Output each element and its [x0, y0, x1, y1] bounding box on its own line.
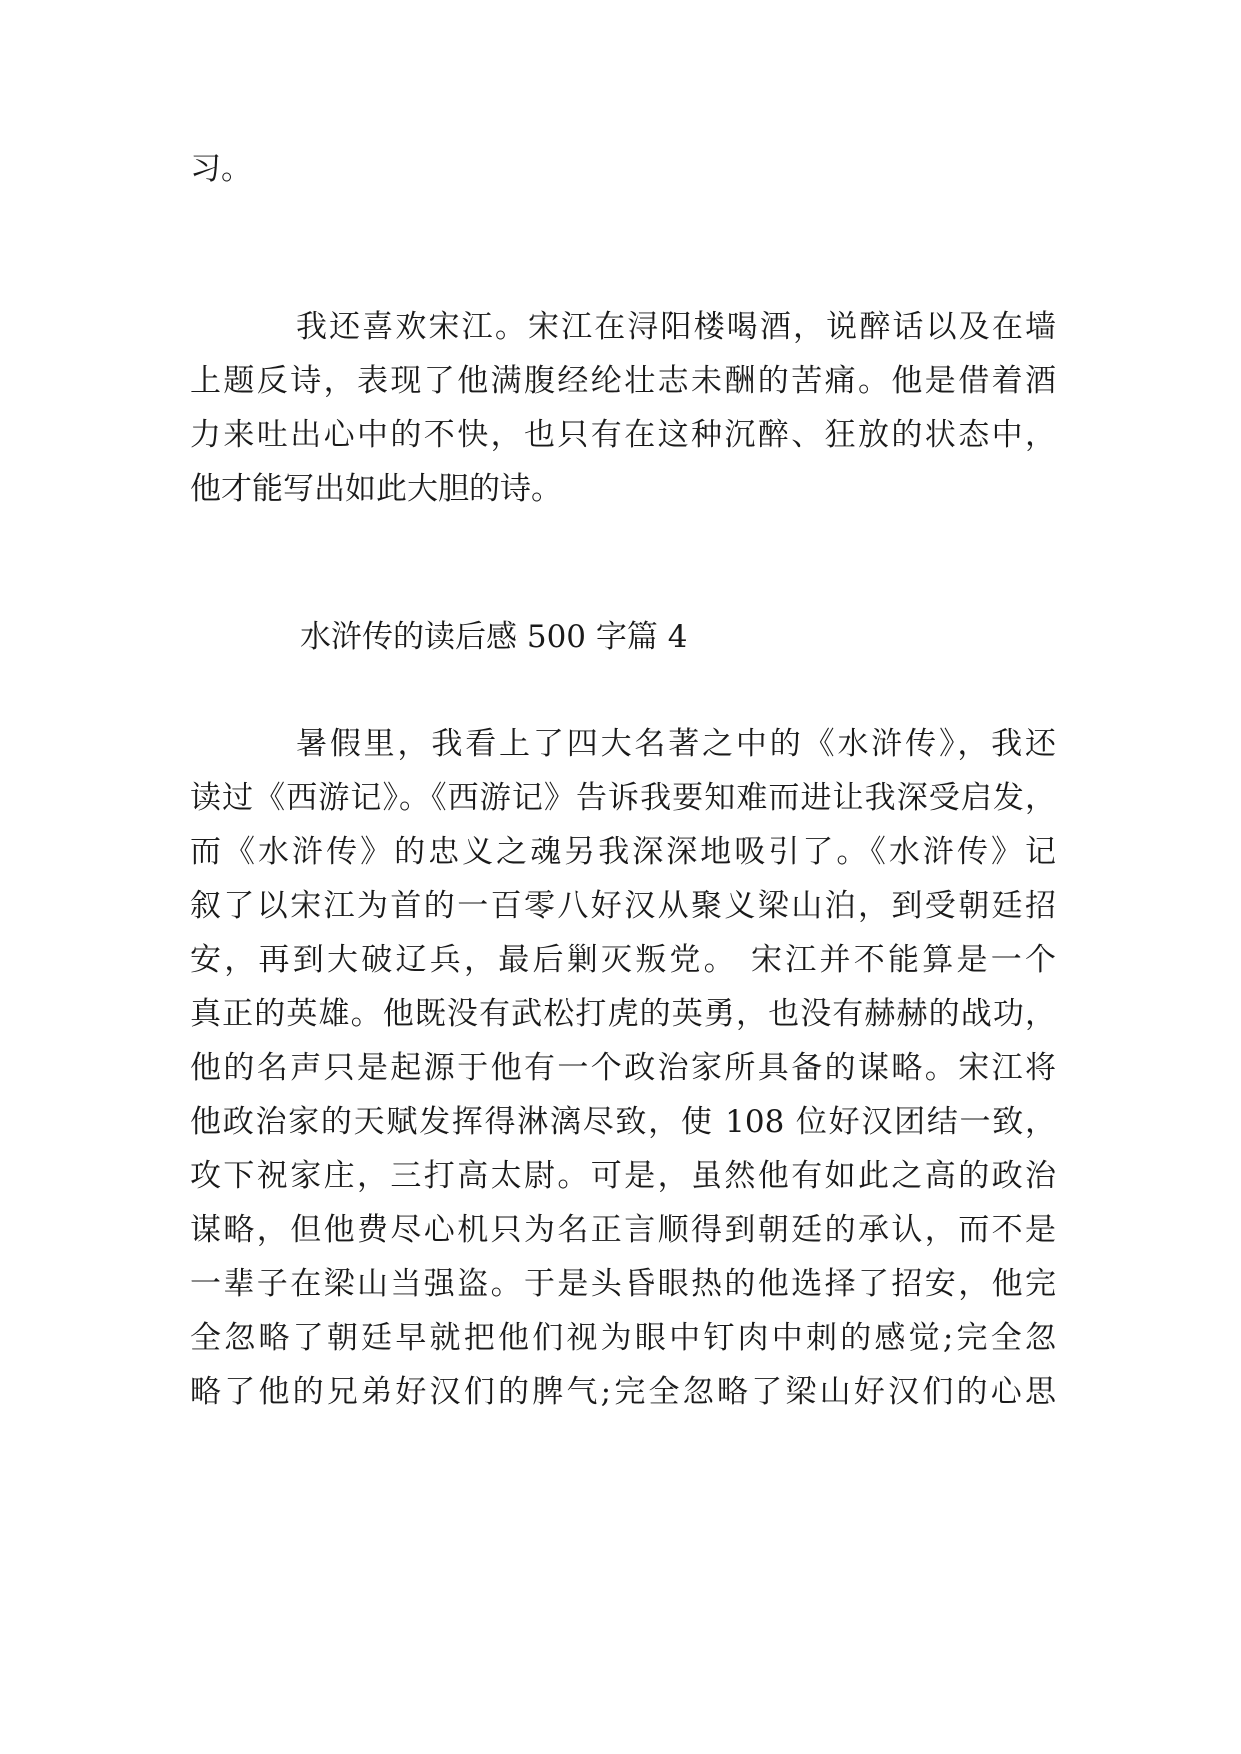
paragraph-line: 一辈子在梁山当强盗。于是头昏眼热的他选择了招安，他完	[190, 1266, 1056, 1302]
paragraph-line-text: 我还喜欢宋江。宋江在浔阳楼喝酒，说醉话以及在墙	[296, 309, 1056, 345]
paragraph-line	[190, 303, 1056, 351]
paragraph-line: 读过《西游记》。《西游记》告诉我要知难而进让我深受启发，	[190, 780, 1056, 816]
paragraph-line: 略了他的兄弟好汉们的脾气;完全忽略了梁山好汉们的心思	[190, 1374, 1056, 1410]
paragraph-line: 攻下祝家庄，三打高太尉。可是，虽然他有如此之高的政治	[190, 1158, 1056, 1194]
paragraph-line: 叙了以宋江为首的一百零八好汉从聚义梁山泊，到受朝廷招	[190, 888, 1056, 924]
paragraph-line: 上题反诗，表现了他满腹经纶壮志未酬的苦痛。他是借着酒	[190, 363, 1056, 399]
paragraph-line-text: 暑假里，我看上了四大名著之中的《水浒传》，我还	[296, 726, 1056, 762]
paragraph-line: 谋略，但他费尽心机只为名正言顺得到朝廷的承认，而不是	[190, 1212, 1056, 1248]
paragraph-line: 而《水浒传》的忠义之魂另我深深地吸引了。《水浒传》记	[190, 834, 1056, 870]
section-heading: 水浒传的读后感 500 字篇 4	[300, 619, 688, 655]
paragraph-line	[190, 720, 1056, 768]
paragraph-line: 他政治家的天赋发挥得淋漓尽致，使 108 位好汉团结一致，	[190, 1104, 1056, 1140]
paragraph-line: 真正的英雄。他既没有武松打虎的英勇，也没有赫赫的战功，	[190, 996, 1056, 1032]
paragraph-line: 安，再到大破辽兵，最后剿灭叛党。 宋江并不能算是一个	[190, 942, 1056, 978]
paragraph-line: 全忽略了朝廷早就把他们视为眼中钉肉中刺的感觉;完全忽	[190, 1320, 1056, 1356]
fragment-line: 习。	[190, 151, 252, 187]
paragraph-line: 他才能写出如此大胆的诗。	[190, 471, 562, 507]
paragraph-line: 力来吐出心中的不快，也只有在这种沉醉、狂放的状态中，	[190, 417, 1056, 453]
paragraph-line: 他的名声只是起源于他有一个政治家所具备的谋略。宋江将	[190, 1050, 1056, 1086]
